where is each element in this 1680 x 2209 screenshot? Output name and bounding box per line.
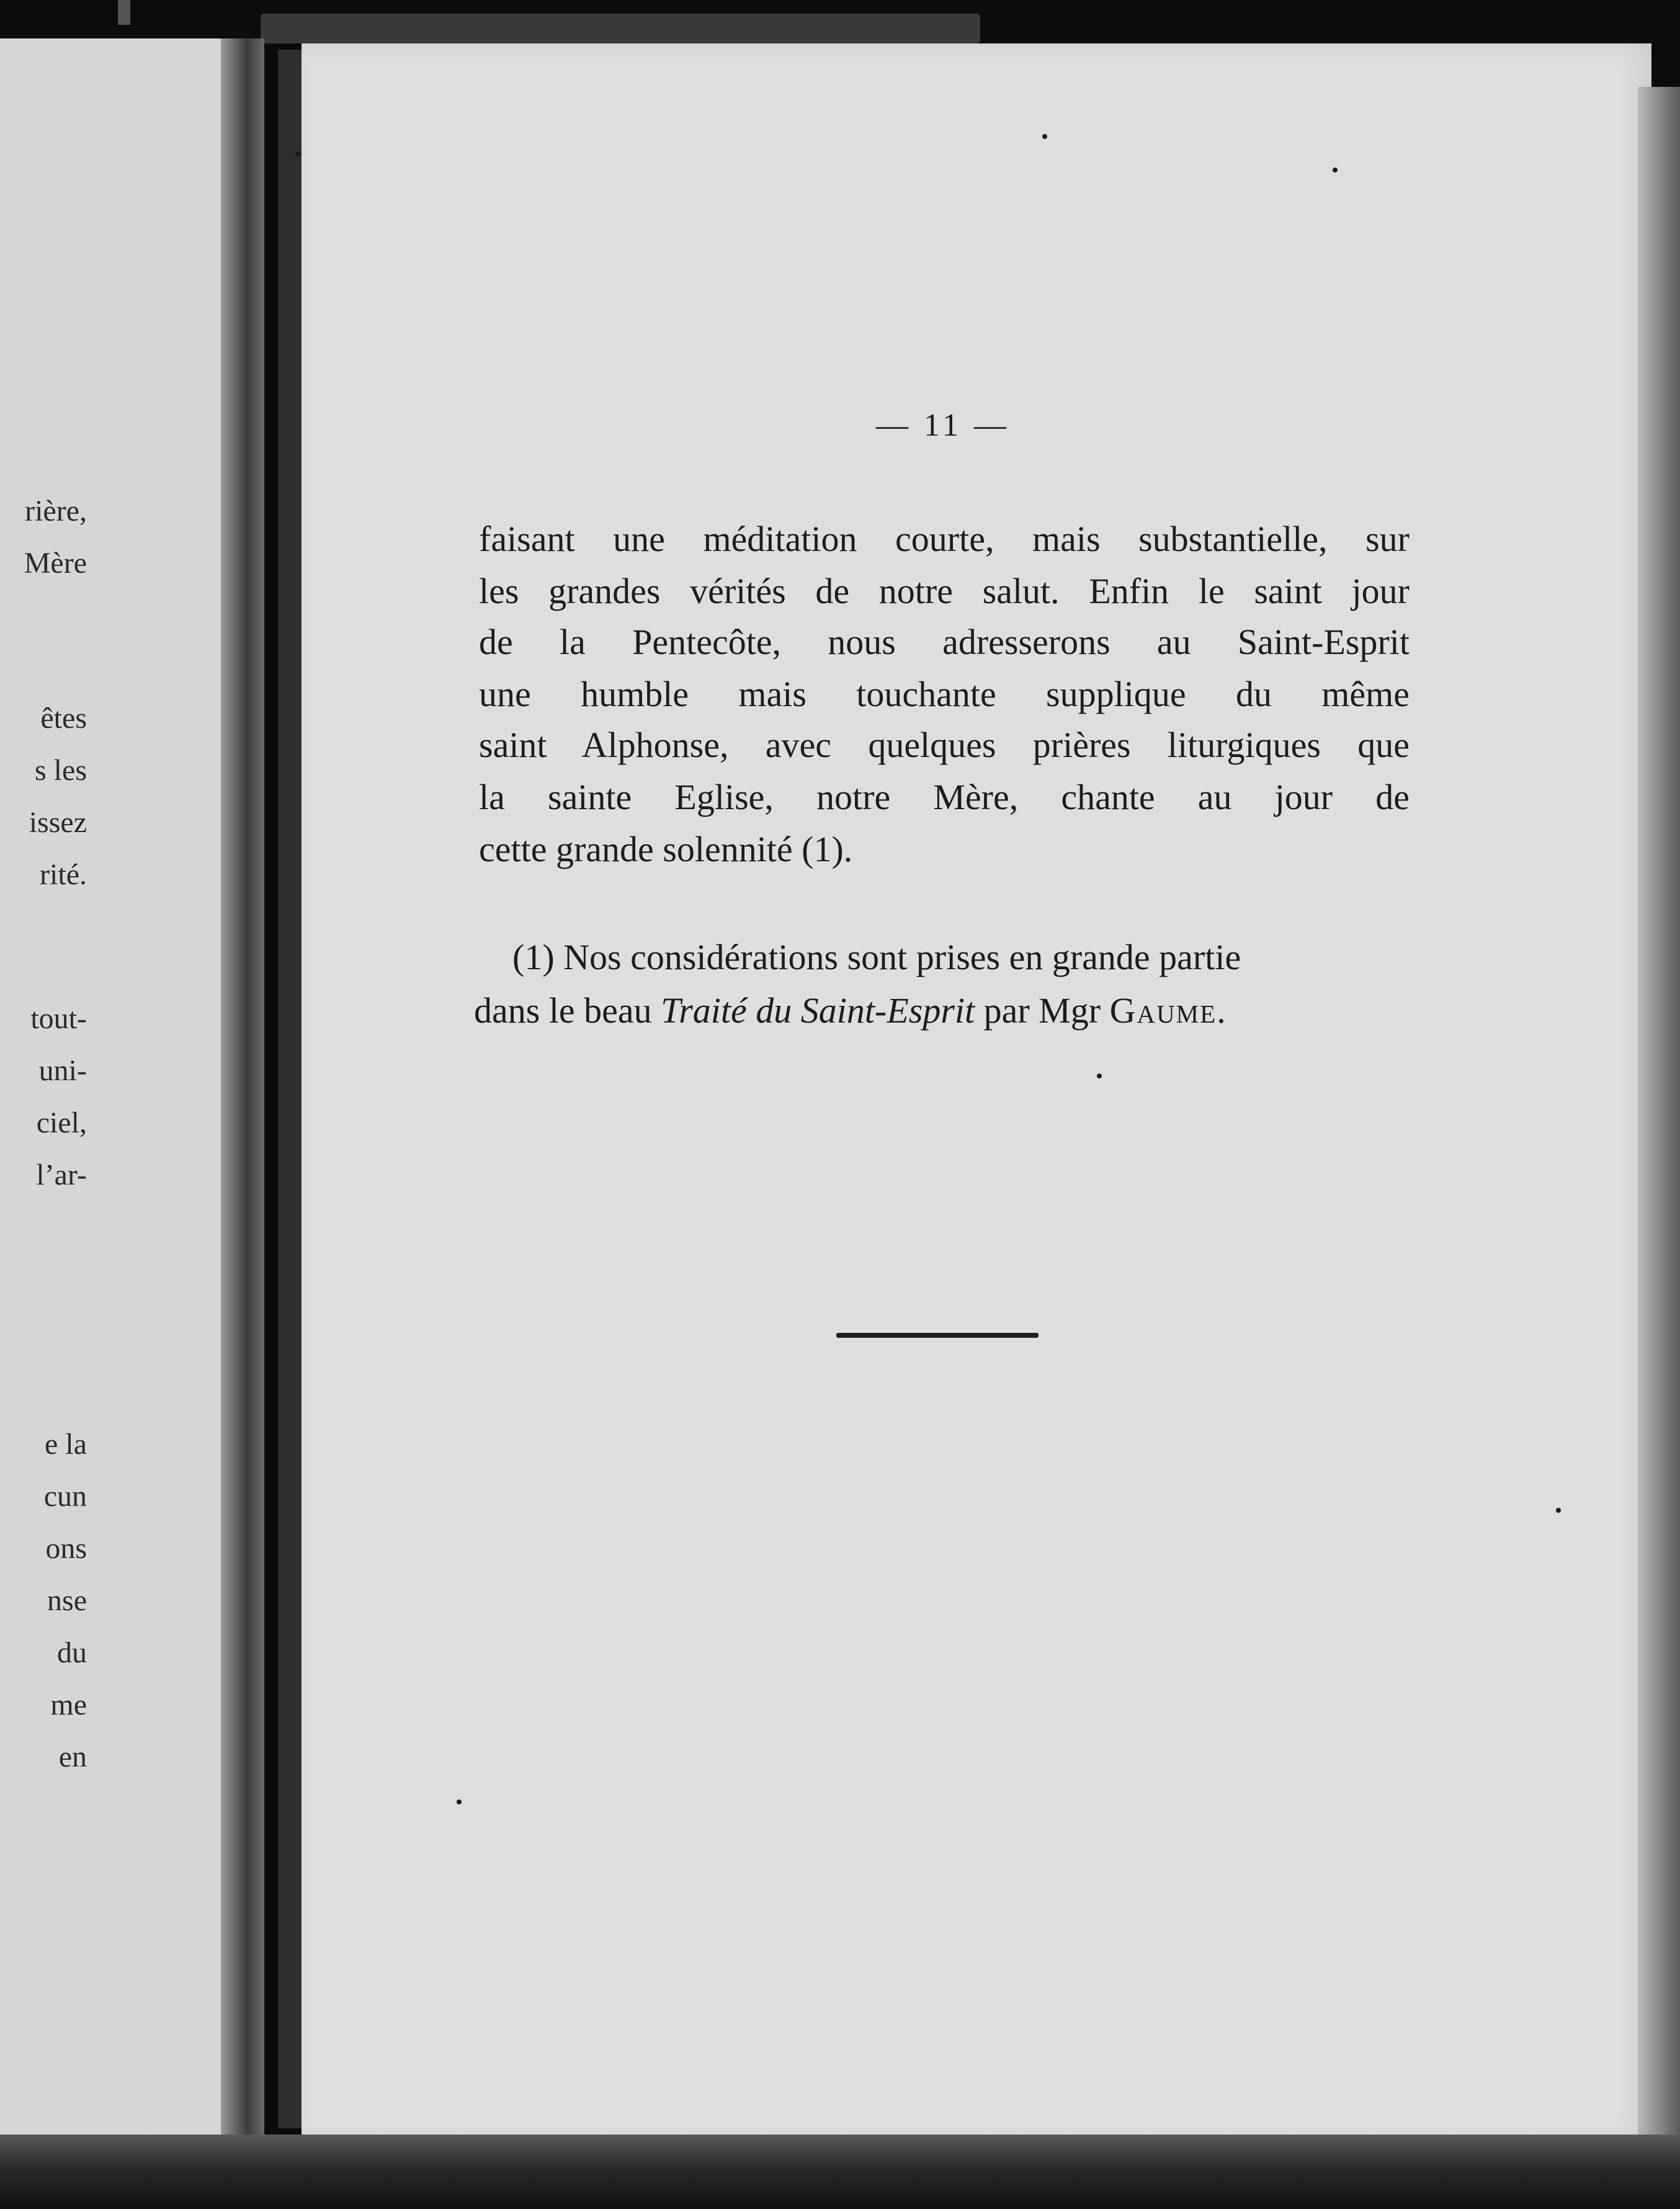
top-binding-tab [118, 0, 130, 25]
left-page-line-fragment: rité. [40, 858, 87, 891]
footnote-line-2 [474, 990, 1226, 1031]
print-speck [1097, 1073, 1102, 1078]
left-page-line-fragment: uni- [38, 1054, 87, 1087]
top-binding-bar [261, 14, 980, 43]
footnote-author: Gaume [1109, 990, 1217, 1031]
gutter-shadow [278, 50, 302, 2128]
print-speck [1556, 1508, 1561, 1513]
bottom-dark-strip [0, 2135, 1680, 2209]
left-page-line-fragment: s les [35, 754, 87, 787]
print-speck [1042, 134, 1047, 139]
body-line-2: les grandes vérités de notre salut. Enfin le saint jour [479, 571, 1410, 611]
left-page-line-fragment: êtes [40, 702, 87, 735]
footnote-text: . [1217, 990, 1226, 1031]
left-page-line-fragment: en [58, 1741, 87, 1773]
left-page-line-fragment: Mère [24, 547, 87, 580]
left-page-line-fragment: e la [45, 1428, 87, 1461]
body-line-1: faisant une méditation courte, mais substantielle, sur [479, 519, 1410, 559]
left-page-line-fragment: me [50, 1688, 87, 1721]
footnote-line-1: (1) Nos considérations sont prises en grande partie [512, 937, 1241, 977]
page-number-header: — 11 — [875, 408, 1011, 443]
left-page-line-fragment: tout- [30, 1002, 87, 1035]
print-speck [1333, 168, 1338, 173]
footnote-text: par Mgr [975, 990, 1110, 1031]
left-page-line-fragment: issez [29, 806, 87, 839]
left-page-line-fragment: rière, [25, 495, 87, 527]
page-edge-shadow [1638, 87, 1680, 2135]
print-speck [295, 151, 300, 156]
left-page-line-fragment: nse [47, 1584, 87, 1617]
left-page-line-fragment: cun [43, 1480, 87, 1513]
end-of-section-rule [836, 1333, 1039, 1338]
body-line-5: saint Alphonse, avec quelques prières liturgiques que [479, 725, 1410, 765]
footnote-book-title: Traité du Saint-Esprit [661, 990, 975, 1031]
left-page-line-fragment: l’ar- [36, 1158, 87, 1191]
footnote-text: dans le beau [474, 990, 661, 1031]
print-speck [457, 1799, 462, 1804]
body-line-6: la sainte Eglise, notre Mère, chante au jour de [479, 777, 1410, 817]
book-gutter [221, 38, 264, 2136]
left-page-line-fragment: ons [45, 1532, 87, 1565]
body-line-7: cette grande solennité (1). [479, 829, 853, 869]
left-page-line-fragment: du [57, 1636, 87, 1669]
right-main-page [302, 43, 1651, 2144]
body-line-4: une humble mais touchante supplique du même [479, 674, 1410, 714]
body-line-3: de la Pentecôte, nous adresserons au Saint-Esprit [479, 622, 1410, 662]
left-facing-page [0, 38, 242, 2136]
left-page-line-fragment: ciel, [36, 1106, 87, 1139]
